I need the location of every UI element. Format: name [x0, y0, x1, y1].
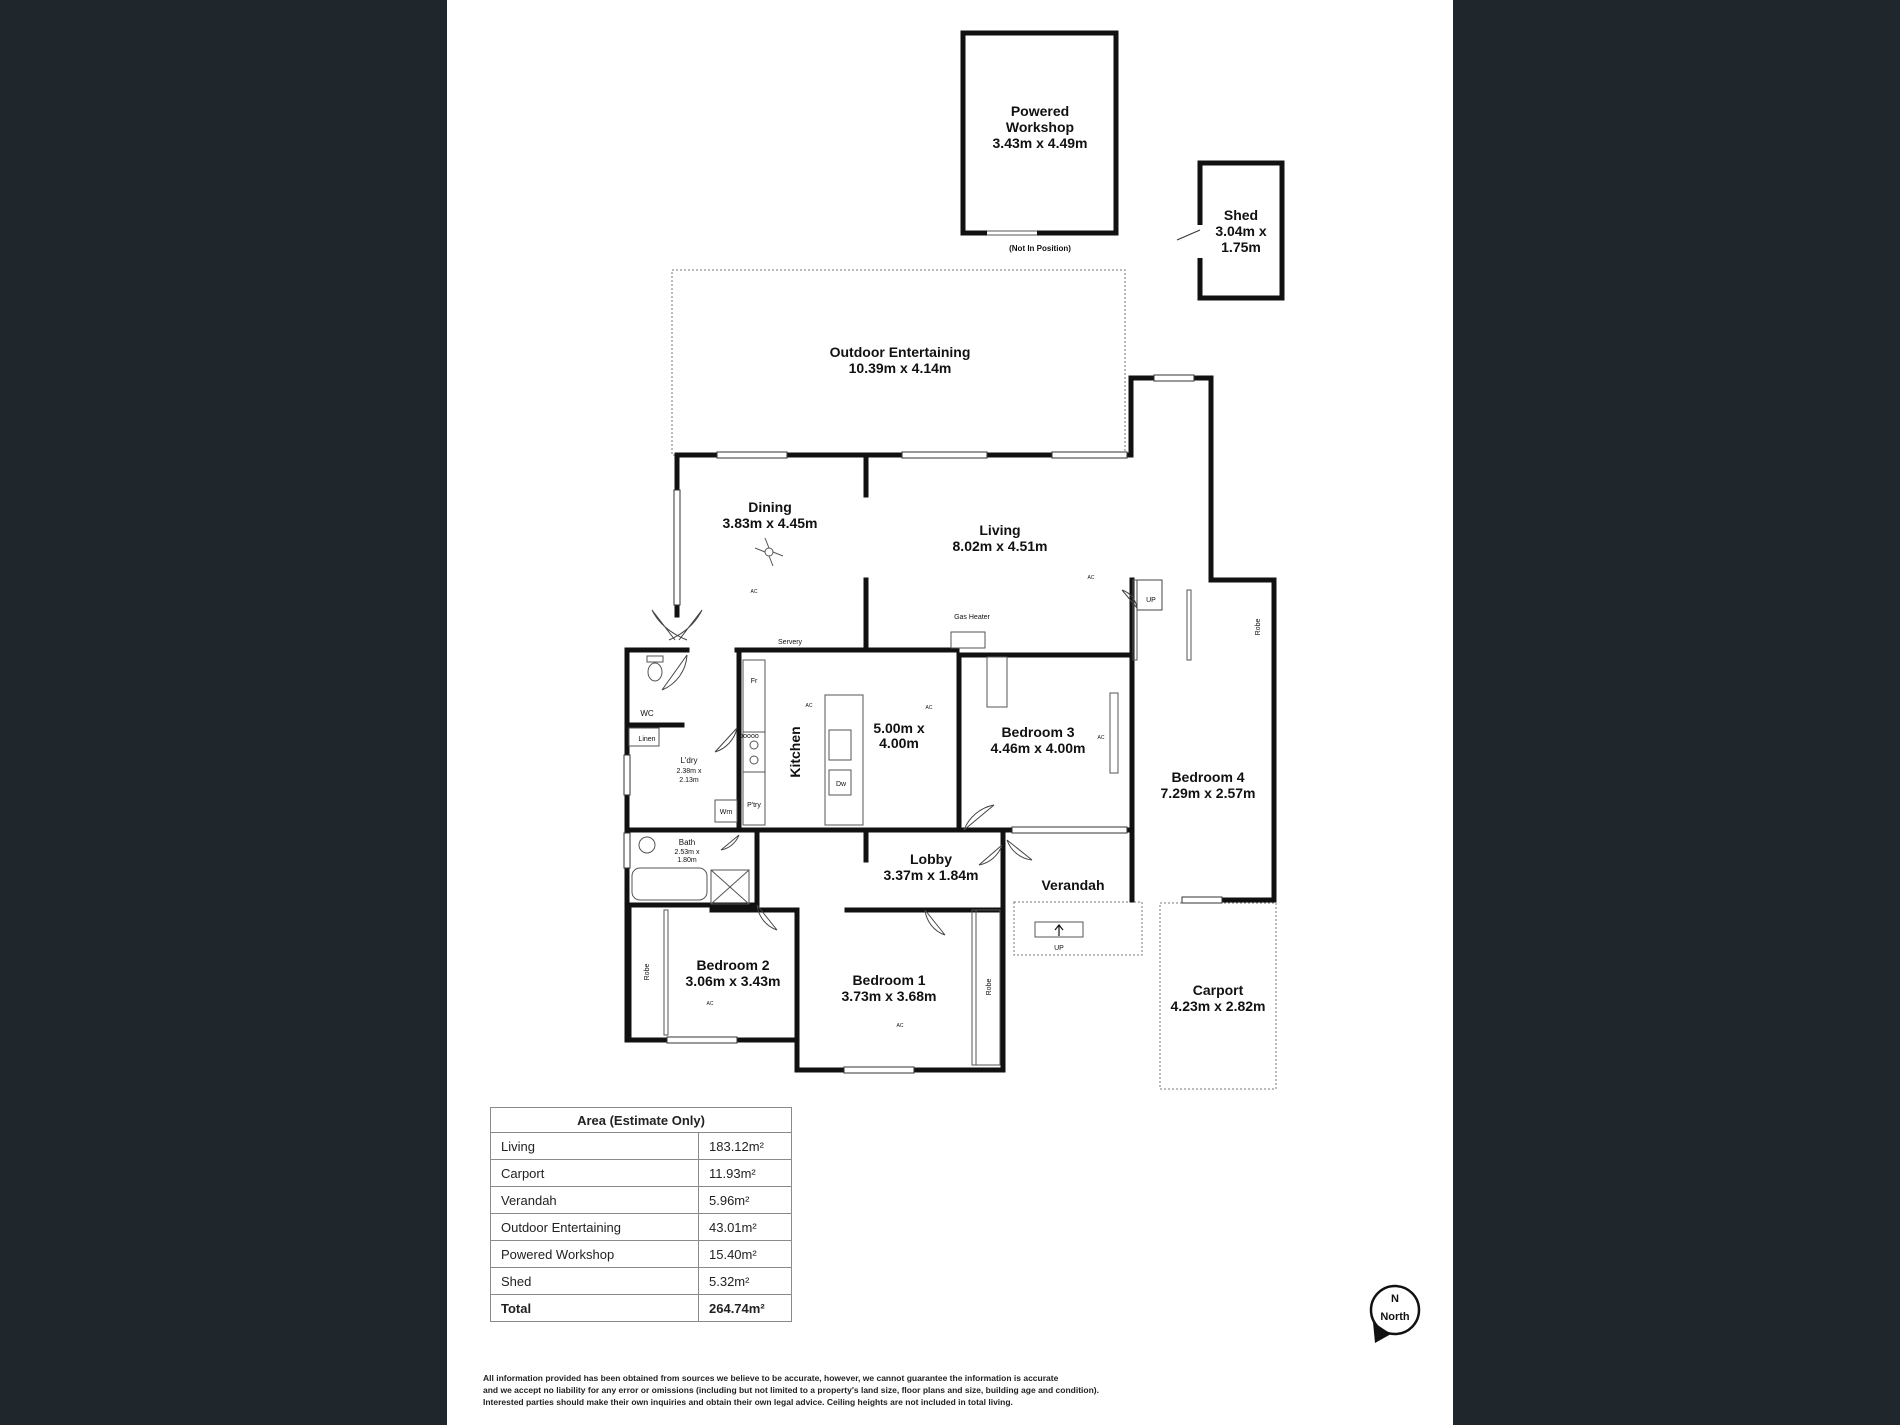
servery-label: Servery: [777, 639, 803, 646]
ac-dining: AC: [750, 589, 758, 595]
row-value: 5.32m²: [699, 1268, 792, 1295]
outdoor-name: Outdoor Entertaining: [829, 344, 971, 360]
row-value: 43.01m²: [699, 1214, 792, 1241]
linen-label: Linen: [638, 736, 656, 743]
total-row: [491, 1295, 792, 1322]
disclaimer-line-3: Interested parties should make their own inquiries and obtain their own legal advice. Ceiling heights are not included in total living.: [483, 1397, 1013, 1407]
gas-heater-label: Gas Heater: [954, 614, 990, 621]
ac-bedroom3: AC: [1097, 735, 1105, 741]
area-table-title: Area (Estimate Only): [491, 1108, 792, 1133]
floor-plan-sheet: [447, 0, 1453, 1425]
row-label: Verandah: [491, 1187, 699, 1214]
row-label: Powered Workshop: [491, 1241, 699, 1268]
dining-name: Dining: [748, 499, 792, 515]
robe-label-bed2: Robe: [644, 963, 651, 981]
compass-word: North: [1380, 1311, 1410, 1323]
north-compass: [1371, 1286, 1419, 1343]
workshop-name-1: Powered: [1010, 103, 1070, 119]
up-label-stairs: UP: [1146, 597, 1156, 604]
bedroom2-name: Bedroom 2: [696, 957, 770, 973]
table-row: [491, 1160, 792, 1187]
ac-bedroom1: AC: [896, 1023, 904, 1029]
washing-machine-label: Wm: [719, 809, 733, 816]
laundry-name: L'dry: [680, 756, 698, 765]
bedroom2-dims: 3.06m x 3.43m: [685, 973, 781, 989]
ceiling-fan-icon: [755, 538, 783, 566]
shed-name: Shed: [1223, 207, 1259, 223]
carport-dims: 4.23m x 2.82m: [1170, 998, 1266, 1014]
table-row: [491, 1268, 792, 1295]
gas-heater: [951, 632, 985, 648]
disclaimer-line-2: and we accept no liability for any error or omissions (including but not limited to a property's land size, floor plans and size, building age and condition).: [483, 1385, 1099, 1395]
ac-bedroom2: AC: [706, 1001, 714, 1007]
cooktop-label: ooooo: [739, 733, 759, 740]
ac-kitchen: AC: [805, 703, 813, 709]
row-label: Shed: [491, 1268, 699, 1295]
compass-letter: N: [1391, 1293, 1399, 1305]
fridge-label: Fr: [750, 678, 758, 685]
workshop-name-2: Workshop: [1005, 119, 1075, 135]
living-dims: 8.02m x 4.51m: [952, 538, 1048, 554]
laundry-dims-1: 2.38m x: [676, 768, 702, 775]
ac-living: AC: [1087, 575, 1095, 581]
up-label-verandah: UP: [1054, 945, 1064, 952]
table-row: [491, 1187, 792, 1214]
workshop-note: (Not In Position): [1009, 244, 1071, 253]
disclaimer-line-1: All information provided has been obtained from sources we believe to be accurate, however, we cannot guarantee the information is accurate: [483, 1373, 1059, 1383]
row-label: Living: [491, 1133, 699, 1160]
total-value: 264.74m²: [699, 1295, 792, 1322]
living-name: Living: [979, 522, 1021, 538]
row-value: 5.96m²: [699, 1187, 792, 1214]
row-label: Outdoor Entertaining: [491, 1214, 699, 1241]
bedroom4-dims: 7.29m x 2.57m: [1160, 785, 1256, 801]
area-table: [490, 1107, 792, 1322]
kitchen-benches: [743, 657, 1007, 825]
dining-dims: 3.83m x 4.45m: [722, 515, 818, 531]
bedroom1-name: Bedroom 1: [852, 972, 926, 988]
workshop-dims: 3.43m x 4.49m: [992, 135, 1088, 151]
bath-dims-2: 1.80m: [677, 857, 697, 864]
row-value: 15.40m²: [699, 1241, 792, 1268]
toilet-icon: [647, 656, 663, 681]
outdoor-dims: 10.39m x 4.14m: [848, 360, 952, 376]
table-row: [491, 1241, 792, 1268]
kitchen-dims-2: 4.00m: [879, 735, 919, 751]
kitchen-name: Kitchen: [787, 726, 803, 778]
shed-door-icon: [1177, 230, 1200, 240]
bath-name: Bath: [678, 838, 696, 847]
kitchen-dims-1: 5.00m x: [873, 720, 925, 736]
row-value: 183.12m²: [699, 1133, 792, 1160]
dishwasher-label: Dw: [835, 781, 847, 788]
row-value: 11.93m²: [699, 1160, 792, 1187]
up-arrow-icon: [1055, 925, 1063, 936]
carport-name: Carport: [1192, 982, 1244, 998]
total-label: Total: [491, 1295, 699, 1322]
lobby-name: Lobby: [910, 851, 952, 867]
wc-label: WC: [640, 709, 654, 718]
shed-dims-2: 1.75m: [1221, 239, 1261, 255]
verandah-area: [1014, 902, 1142, 955]
bath-tub: [632, 837, 749, 904]
pantry-label: P'try: [747, 802, 761, 809]
row-label: Carport: [491, 1160, 699, 1187]
table-row: [491, 1214, 792, 1241]
ac-servery: AC: [925, 705, 933, 711]
robe-label-bed4: Robe: [1255, 618, 1262, 636]
shed-dims-1: 3.04m x: [1215, 223, 1267, 239]
bath-dims-1: 2.53m x: [674, 849, 700, 856]
bedroom3-name: Bedroom 3: [1001, 724, 1075, 740]
robe-label-bed1: Robe: [986, 978, 993, 996]
laundry-dims-2: 2.13m: [679, 777, 699, 784]
disclaimer: [483, 1372, 1233, 1408]
lobby-dims: 3.37m x 1.84m: [883, 867, 979, 883]
bedroom1-dims: 3.73m x 3.68m: [841, 988, 937, 1004]
verandah-name: Verandah: [1041, 877, 1105, 893]
bedroom4-name: Bedroom 4: [1171, 769, 1245, 785]
bedroom3-dims: 4.46m x 4.00m: [990, 740, 1086, 756]
table-row: [491, 1133, 792, 1160]
